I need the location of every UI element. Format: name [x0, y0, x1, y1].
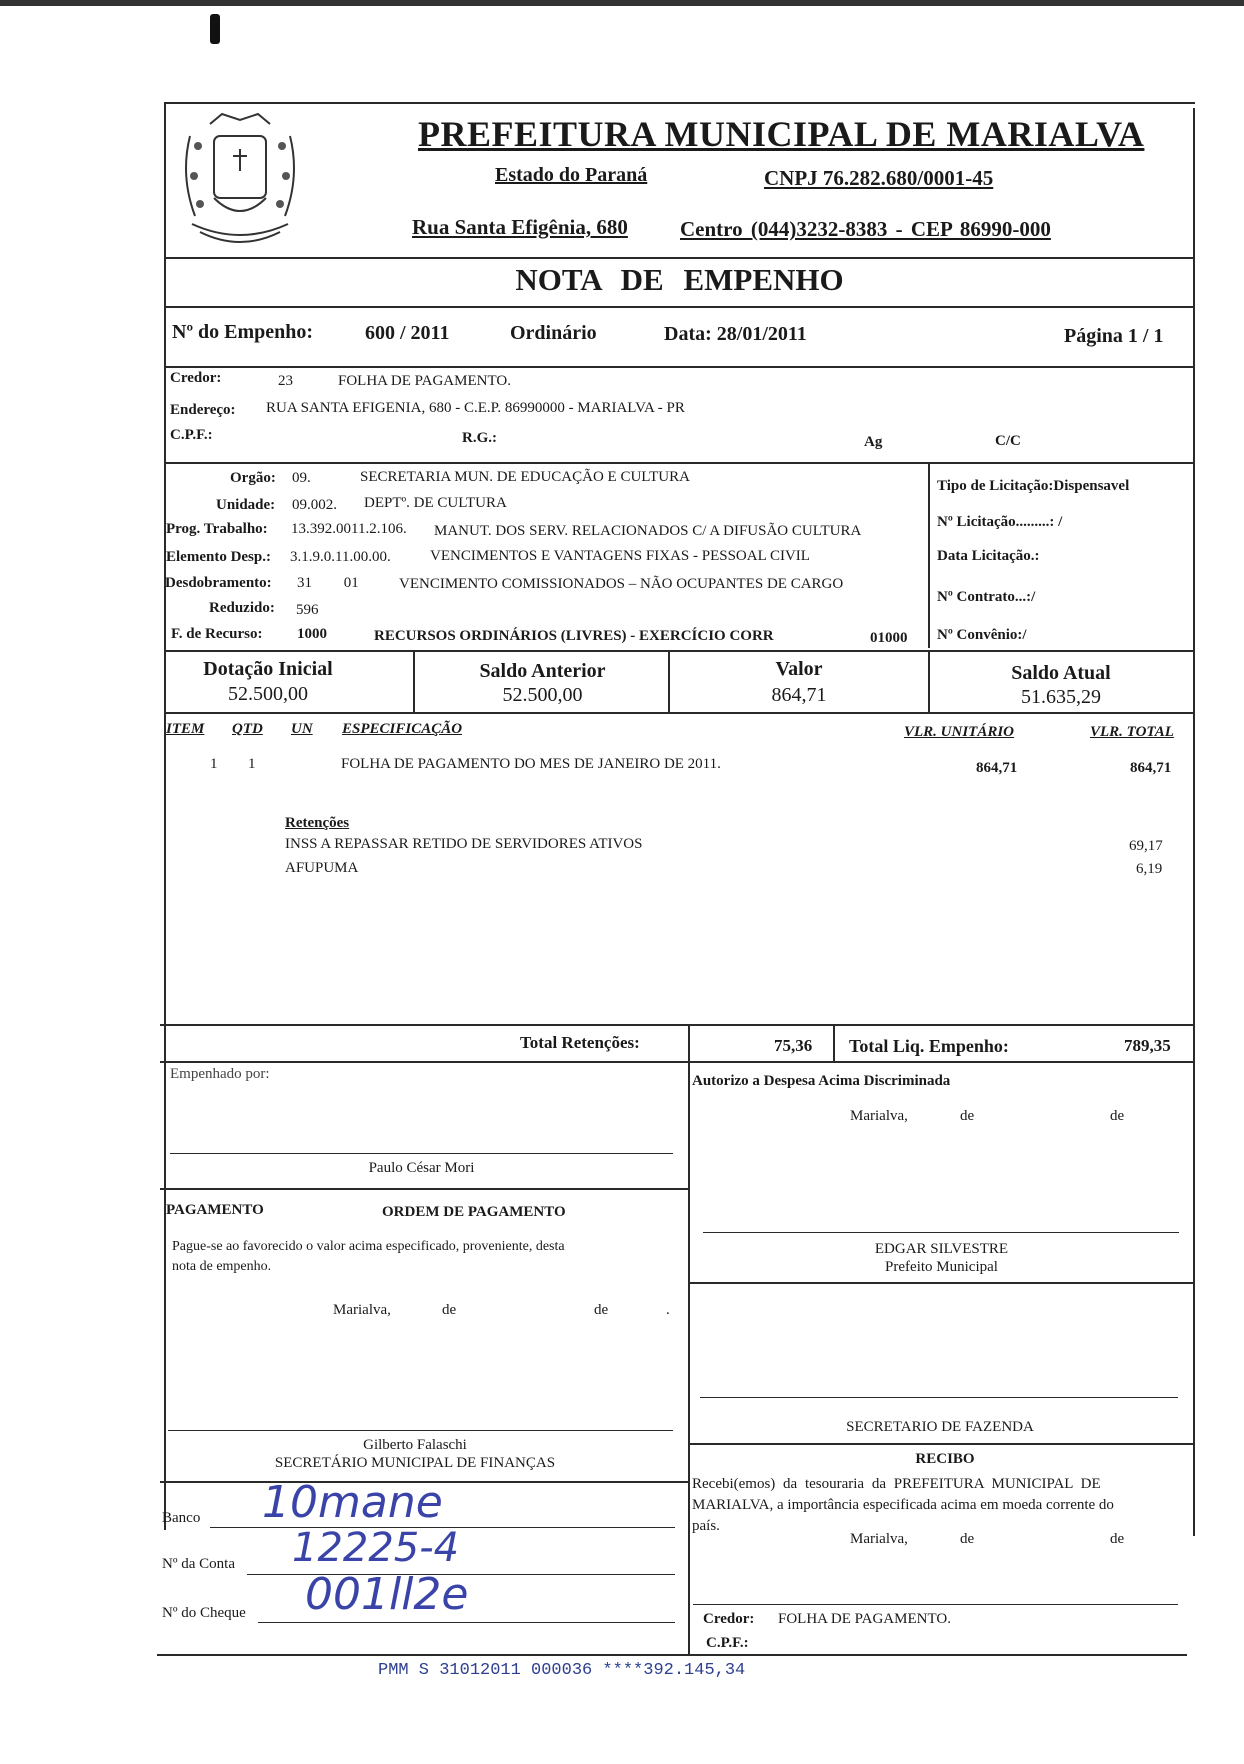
retencao-value-1: 69,17: [1129, 838, 1163, 854]
pagamento-dot: .: [666, 1302, 670, 1318]
item-number: 1: [210, 756, 218, 772]
dotacao-label: Dotação Inicial: [203, 658, 333, 680]
recibo-text-3: país.: [692, 1518, 720, 1534]
pagamento-signature-line: [168, 1430, 673, 1431]
recibo-credor-value: FOLHA DE PAGAMENTO.: [778, 1611, 951, 1627]
totals-divider-2: [833, 1024, 835, 1062]
elemento-code: 3.1.9.0.11.00.00.: [290, 549, 391, 565]
items-bottom-divider: [160, 1024, 1193, 1026]
pagamento-label: PAGAMENTO: [166, 1202, 264, 1218]
endereco-label: Endereço:: [170, 402, 236, 418]
total-retencoes-label: Total Retenções:: [520, 1033, 640, 1052]
recurso-name: RECURSOS ORDINÁRIOS (LIVRES) - EXERCÍCIO CORR: [374, 628, 774, 644]
col-un: UN: [291, 721, 313, 737]
empenhado-signer: Paulo César Mori: [368, 1160, 475, 1176]
retencao-desc-2: AFUPUMA: [285, 860, 359, 876]
item-qtd: 1: [248, 756, 256, 772]
autorizo-de-2: de: [1110, 1108, 1125, 1124]
fazenda-role: SECRETARIO DE FAZENDA: [846, 1419, 1034, 1435]
licitacao-data: Data Licitação.:: [937, 548, 1040, 564]
empenho-date: Data: 28/01/2011: [664, 323, 807, 345]
desdobramento-name: VENCIMENTO COMISSIONADOS – NÃO OCUPANTES DE CARGO: [399, 576, 844, 592]
frame-right: [1193, 108, 1195, 1536]
totals-divider-1: [688, 1024, 690, 1062]
empenhado-label: Empenhado por:: [170, 1066, 270, 1082]
header-contact: Centro (044)3232-8383 - CEP 86990-000: [680, 217, 1051, 241]
credor-divider: [164, 462, 1195, 464]
total-retencoes-value: 75,36: [774, 1036, 813, 1055]
orgao-code: 09.: [292, 470, 311, 486]
saldo-anterior-label: Saldo Anterior: [479, 660, 606, 682]
elemento-label: Elemento Desp.:: [166, 549, 271, 565]
prog-code: 13.392.0011.2.106.: [291, 521, 407, 537]
recibo-text-2: MARIALVA, a importância especificada acima em moeda corrente do: [692, 1497, 1114, 1513]
recibo-de-2: de: [1110, 1531, 1125, 1547]
credor-label: Credor:: [170, 370, 222, 386]
pagamento-de-1: de: [442, 1302, 457, 1318]
empenho-number: 600 / 2011: [365, 322, 450, 344]
pagamento-text-1: Pague-se ao favorecido o valor acima especificado, proveniente, desta: [172, 1239, 565, 1254]
unidade-name: DEPTº. DE CULTURA: [364, 495, 507, 511]
autorizo-de-1: de: [960, 1108, 975, 1124]
fazenda-signature-line: [700, 1397, 1178, 1398]
frame-top: [164, 102, 1195, 104]
item-unit-value: 864,71: [976, 760, 1018, 776]
conta-corrente-label: C/C: [995, 433, 1021, 449]
banco-label: Banco: [162, 1510, 201, 1526]
contrato: Nº Contrato...:/: [937, 589, 1036, 605]
header-address: Rua Santa Efigênia, 680: [412, 215, 628, 239]
saldos-divider: [164, 712, 1195, 714]
conta-handwritten: 12225-4: [292, 1525, 460, 1571]
header-state: Estado do Paraná: [495, 164, 648, 186]
header-title: PREFEITURA MUNICIPAL DE MARIALVA: [418, 114, 1145, 154]
licitacao-divider: [928, 462, 930, 648]
saldo-atual-value: 51.635,29: [1021, 686, 1101, 708]
valor-value: 864,71: [771, 684, 827, 706]
pagamento-de-2: de: [594, 1302, 609, 1318]
unidade-code: 09.002.: [292, 497, 337, 513]
lower-center-divider: [688, 1061, 690, 1656]
licitacao-numero: Nº Licitação.........: /: [937, 514, 1063, 530]
unidade-label: Unidade:: [216, 497, 276, 513]
recibo-text-1: Recebi(emos) da tesouraria da PREFEITURA MUNICIPAL DE: [692, 1476, 1101, 1492]
rg-label: R.G.:: [462, 430, 497, 446]
ordem-pagamento-title: ORDEM DE PAGAMENTO: [382, 1204, 566, 1220]
credor-code: 23: [278, 373, 293, 389]
cpf-label: C.P.F.:: [170, 427, 213, 443]
recurso-code: 1000: [297, 626, 327, 642]
total-liquido-label: Total Liq. Empenho:: [849, 1036, 1009, 1056]
retencao-value-2: 6,19: [1136, 861, 1163, 877]
header-cnpj: CNPJ 76.282.680/0001-45: [764, 166, 994, 190]
autorizo-signer: EDGAR SILVESTRE: [874, 1241, 1009, 1257]
frame-bottom: [157, 1654, 1187, 1656]
valor-label: Valor: [775, 658, 823, 680]
recurso-label: F. de Recurso:: [171, 626, 263, 642]
orgao-name: SECRETARIA MUN. DE EDUCAÇÃO E CULTURA: [360, 469, 690, 485]
empenho-page: Página 1 / 1: [1064, 325, 1164, 347]
desdobramento-code: 31 01: [297, 575, 359, 591]
col-item: ITEM: [166, 721, 205, 737]
classif-divider: [164, 650, 1195, 652]
autorizo-role: Prefeito Municipal: [885, 1259, 998, 1275]
cheque-line: [258, 1622, 675, 1623]
empenho-number-label: Nº do Empenho:: [172, 321, 314, 343]
licitacao-tipo: Tipo de Licitação:Dispensavel: [937, 478, 1130, 494]
item-spec: FOLHA DE PAGAMENTO DO MES DE JANEIRO DE 2011.: [341, 756, 721, 772]
reduzido-code: 596: [296, 602, 319, 618]
validation-stamp: PMM S 31012011 000036 ****392.145,34: [378, 1661, 746, 1680]
pagamento-city: Marialva,: [333, 1302, 391, 1318]
autorizo-city: Marialva,: [850, 1108, 908, 1124]
prog-label: Prog. Trabalho:: [166, 521, 268, 537]
totals-divider: [160, 1061, 1193, 1063]
autorizo-bottom-divider: [690, 1282, 1193, 1284]
agencia-label: Ag: [864, 434, 883, 450]
scan-mark: [210, 14, 220, 44]
cheque-label: Nº do Cheque: [162, 1605, 246, 1621]
col-qtd: QTD: [232, 721, 263, 737]
orgao-label: Orgão:: [230, 470, 276, 486]
frame-left: [164, 102, 166, 1530]
doc-title: NOTA DE EMPENHO: [515, 262, 844, 297]
doc-title-divider: [164, 306, 1195, 308]
recurso-number: 01000: [870, 630, 908, 646]
item-total-value: 864,71: [1130, 760, 1172, 776]
pagamento-signer: Gilberto Falaschi: [363, 1437, 467, 1453]
retencao-desc-1: INSS A REPASSAR RETIDO DE SERVIDORES ATIVOS: [285, 836, 643, 852]
saldo-anterior-value: 52.500,00: [502, 684, 583, 706]
recibo-signature-line: [693, 1604, 1178, 1605]
col-valor-unitario: VLR. UNITÁRIO: [904, 724, 1015, 740]
recibo-city: Marialva,: [850, 1531, 908, 1547]
desdobramento-label: Desdobramento:: [165, 575, 272, 591]
banco-handwritten: 10mane: [262, 1477, 443, 1528]
pagamento-text-2: nota de empenho.: [172, 1259, 272, 1274]
conta-label: Nº da Conta: [162, 1556, 235, 1572]
coat-of-arms-logo: [170, 106, 310, 254]
top-edge-shadow: [0, 0, 1244, 6]
empenho-divider: [164, 366, 1195, 368]
col-valor-total: VLR. TOTAL: [1090, 724, 1174, 740]
convenio: Nº Convênio:/: [937, 627, 1027, 643]
header-divider: [164, 257, 1195, 259]
recibo-title: RECIBO: [915, 1451, 975, 1467]
autorizo-signature-line: [703, 1232, 1179, 1233]
pagamento-role: SECRETÁRIO MUNICIPAL DE FINANÇAS: [274, 1455, 556, 1471]
endereco-value: RUA SANTA EFIGENIA, 680 - C.E.P. 86990000 - MARIALVA - PR: [266, 400, 685, 416]
empenhado-bottom-divider: [160, 1188, 690, 1190]
recibo-de-1: de: [960, 1531, 975, 1547]
dotacao-value: 52.500,00: [228, 683, 308, 705]
total-liquido-value: 789,35: [1124, 1036, 1171, 1055]
prog-name: MANUT. DOS SERV. RELACIONADOS C/ A DIFUSÃO CULTURA: [434, 523, 862, 539]
autorizo-title: Autorizo a Despesa Acima Discriminada: [692, 1073, 951, 1089]
elemento-name: VENCIMENTOS E VANTAGENS FIXAS - PESSOAL CIVIL: [430, 548, 810, 564]
cheque-handwritten: 001ll2e: [305, 1569, 469, 1620]
empenhado-signature-line: [170, 1153, 673, 1154]
recibo-credor-label: Credor:: [703, 1611, 755, 1627]
reduzido-label: Reduzido:: [209, 600, 275, 616]
fazenda-bottom-divider: [690, 1443, 1193, 1445]
retencoes-title: Retenções: [285, 815, 350, 831]
recibo-cpf-label: C.P.F.:: [706, 1635, 749, 1651]
credor-name: FOLHA DE PAGAMENTO.: [338, 373, 511, 389]
col-especificacao: ESPECIFICAÇÃO: [342, 721, 463, 737]
saldo-atual-label: Saldo Atual: [1011, 662, 1111, 684]
empenho-type: Ordinário: [510, 322, 597, 344]
